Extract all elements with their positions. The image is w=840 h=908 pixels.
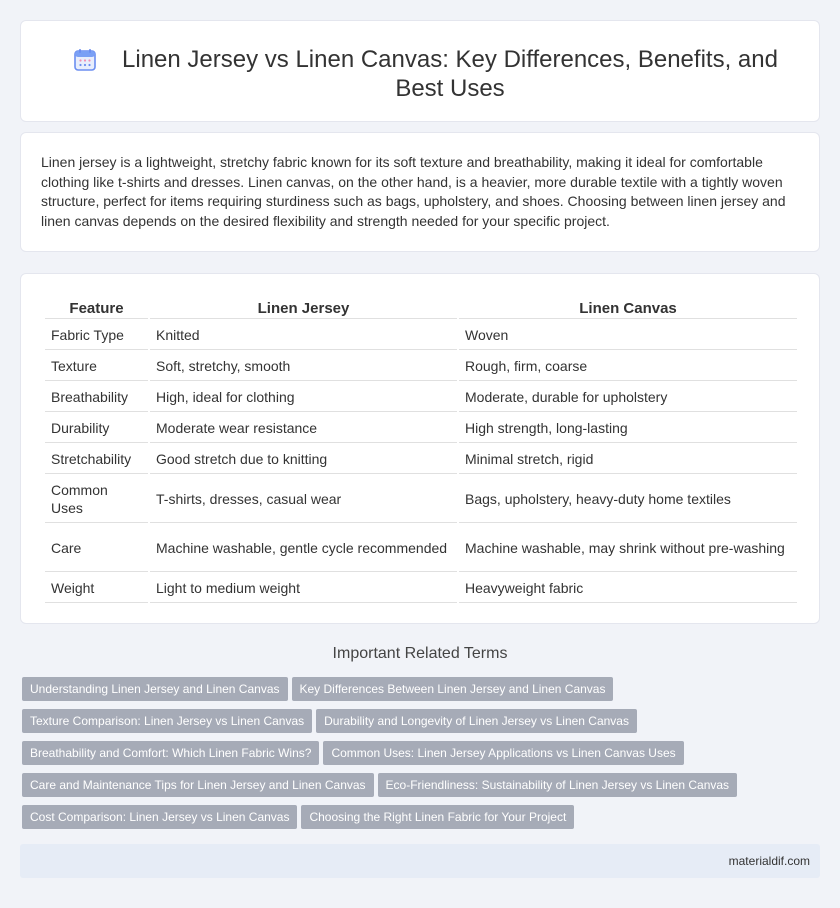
intro-card <box>20 132 820 252</box>
related-term-tag[interactable]: Texture Comparison: Linen Jersey vs Linen Canvas <box>22 709 312 733</box>
table-row <box>45 574 797 603</box>
cell-canvas: Heavyweight fabric <box>459 574 797 603</box>
related-terms-list <box>22 677 818 837</box>
cell-feature: Breathability <box>45 383 148 412</box>
cell-jersey: Good stretch due to knitting <box>150 445 457 474</box>
cell-canvas: Bags, upholstery, heavy-duty home textiles <box>459 476 797 523</box>
cell-canvas: High strength, long-lasting <box>459 414 797 443</box>
header-linen-canvas: Linen Canvas <box>459 298 797 319</box>
related-term-tag[interactable]: Choosing the Right Linen Fabric for Your Project <box>301 805 574 829</box>
title-card <box>20 20 820 122</box>
table-row <box>45 383 797 412</box>
comparison-table <box>43 296 799 605</box>
page-title: Linen Jersey vs Linen Canvas: Key Differences, Benefits, and Best Uses <box>122 46 778 102</box>
tag-row <box>22 677 818 709</box>
cell-jersey: Machine washable, gentle cycle recommended <box>150 525 457 572</box>
cell-canvas: Machine washable, may shrink without pre-washing <box>459 525 797 572</box>
cell-feature: Weight <box>45 574 148 603</box>
header-linen-jersey: Linen Jersey <box>150 298 457 319</box>
footer-site-link[interactable]: materialdif.com <box>728 854 810 868</box>
related-term-tag[interactable]: Durability and Longevity of Linen Jersey vs Linen Canvas <box>316 709 637 733</box>
tag-row <box>22 709 818 741</box>
header-feature: Feature <box>45 298 148 319</box>
table-row <box>45 321 797 350</box>
related-term-tag[interactable]: Key Differences Between Linen Jersey and Linen Canvas <box>292 677 614 701</box>
cell-jersey: T-shirts, dresses, casual wear <box>150 476 457 523</box>
related-term-tag[interactable]: Cost Comparison: Linen Jersey vs Linen Canvas <box>22 805 297 829</box>
cell-jersey: Soft, stretchy, smooth <box>150 352 457 381</box>
cell-feature: Fabric Type <box>45 321 148 350</box>
table-row <box>45 414 797 443</box>
cell-feature: Stretchability <box>45 445 148 474</box>
related-term-tag[interactable]: Care and Maintenance Tips for Linen Jersey and Linen Canvas <box>22 773 374 797</box>
intro-paragraph: Linen jersey is a lightweight, stretchy fabric known for its soft texture and breathability, making it ideal for comfortable clothing like t-shirts and dresses. Linen canvas, on the other hand, is a heavier, more durable textile with a tightly woven structure, perfect for items requiring sturdiness such as bags, upholstery, and shoes. Choosing between linen jersey and linen canvas depends on the desired flexibility and strength needed for your specific project. <box>41 154 786 229</box>
cell-canvas: Moderate, durable for upholstery <box>459 383 797 412</box>
cell-feature: Texture <box>45 352 148 381</box>
related-term-tag[interactable]: Understanding Linen Jersey and Linen Canvas <box>22 677 288 701</box>
comparison-table-card <box>20 273 820 624</box>
tag-row <box>22 773 818 805</box>
table-row <box>45 525 797 572</box>
table-row <box>45 352 797 381</box>
table-row <box>45 476 797 523</box>
cell-feature: Durability <box>45 414 148 443</box>
tag-row <box>22 805 818 837</box>
calendar-icon <box>73 48 97 72</box>
related-term-tag[interactable]: Eco-Friendliness: Sustainability of Linen Jersey vs Linen Canvas <box>378 773 738 797</box>
table-header-row <box>45 298 797 319</box>
cell-jersey: Knitted <box>150 321 457 350</box>
related-terms-heading: Important Related Terms <box>332 645 508 662</box>
cell-jersey: High, ideal for clothing <box>150 383 457 412</box>
related-term-tag[interactable]: Breathability and Comfort: Which Linen Fabric Wins? <box>22 741 319 765</box>
cell-jersey: Light to medium weight <box>150 574 457 603</box>
cell-canvas: Woven <box>459 321 797 350</box>
cell-feature: Care <box>45 525 148 572</box>
footer <box>20 844 820 878</box>
cell-jersey: Moderate wear resistance <box>150 414 457 443</box>
table-row <box>45 445 797 474</box>
cell-canvas: Rough, firm, coarse <box>459 352 797 381</box>
cell-feature: Common Uses <box>45 476 148 523</box>
related-term-tag[interactable]: Common Uses: Linen Jersey Applications vs Linen Canvas Uses <box>323 741 683 765</box>
cell-canvas: Minimal stretch, rigid <box>459 445 797 474</box>
tag-row <box>22 741 818 773</box>
